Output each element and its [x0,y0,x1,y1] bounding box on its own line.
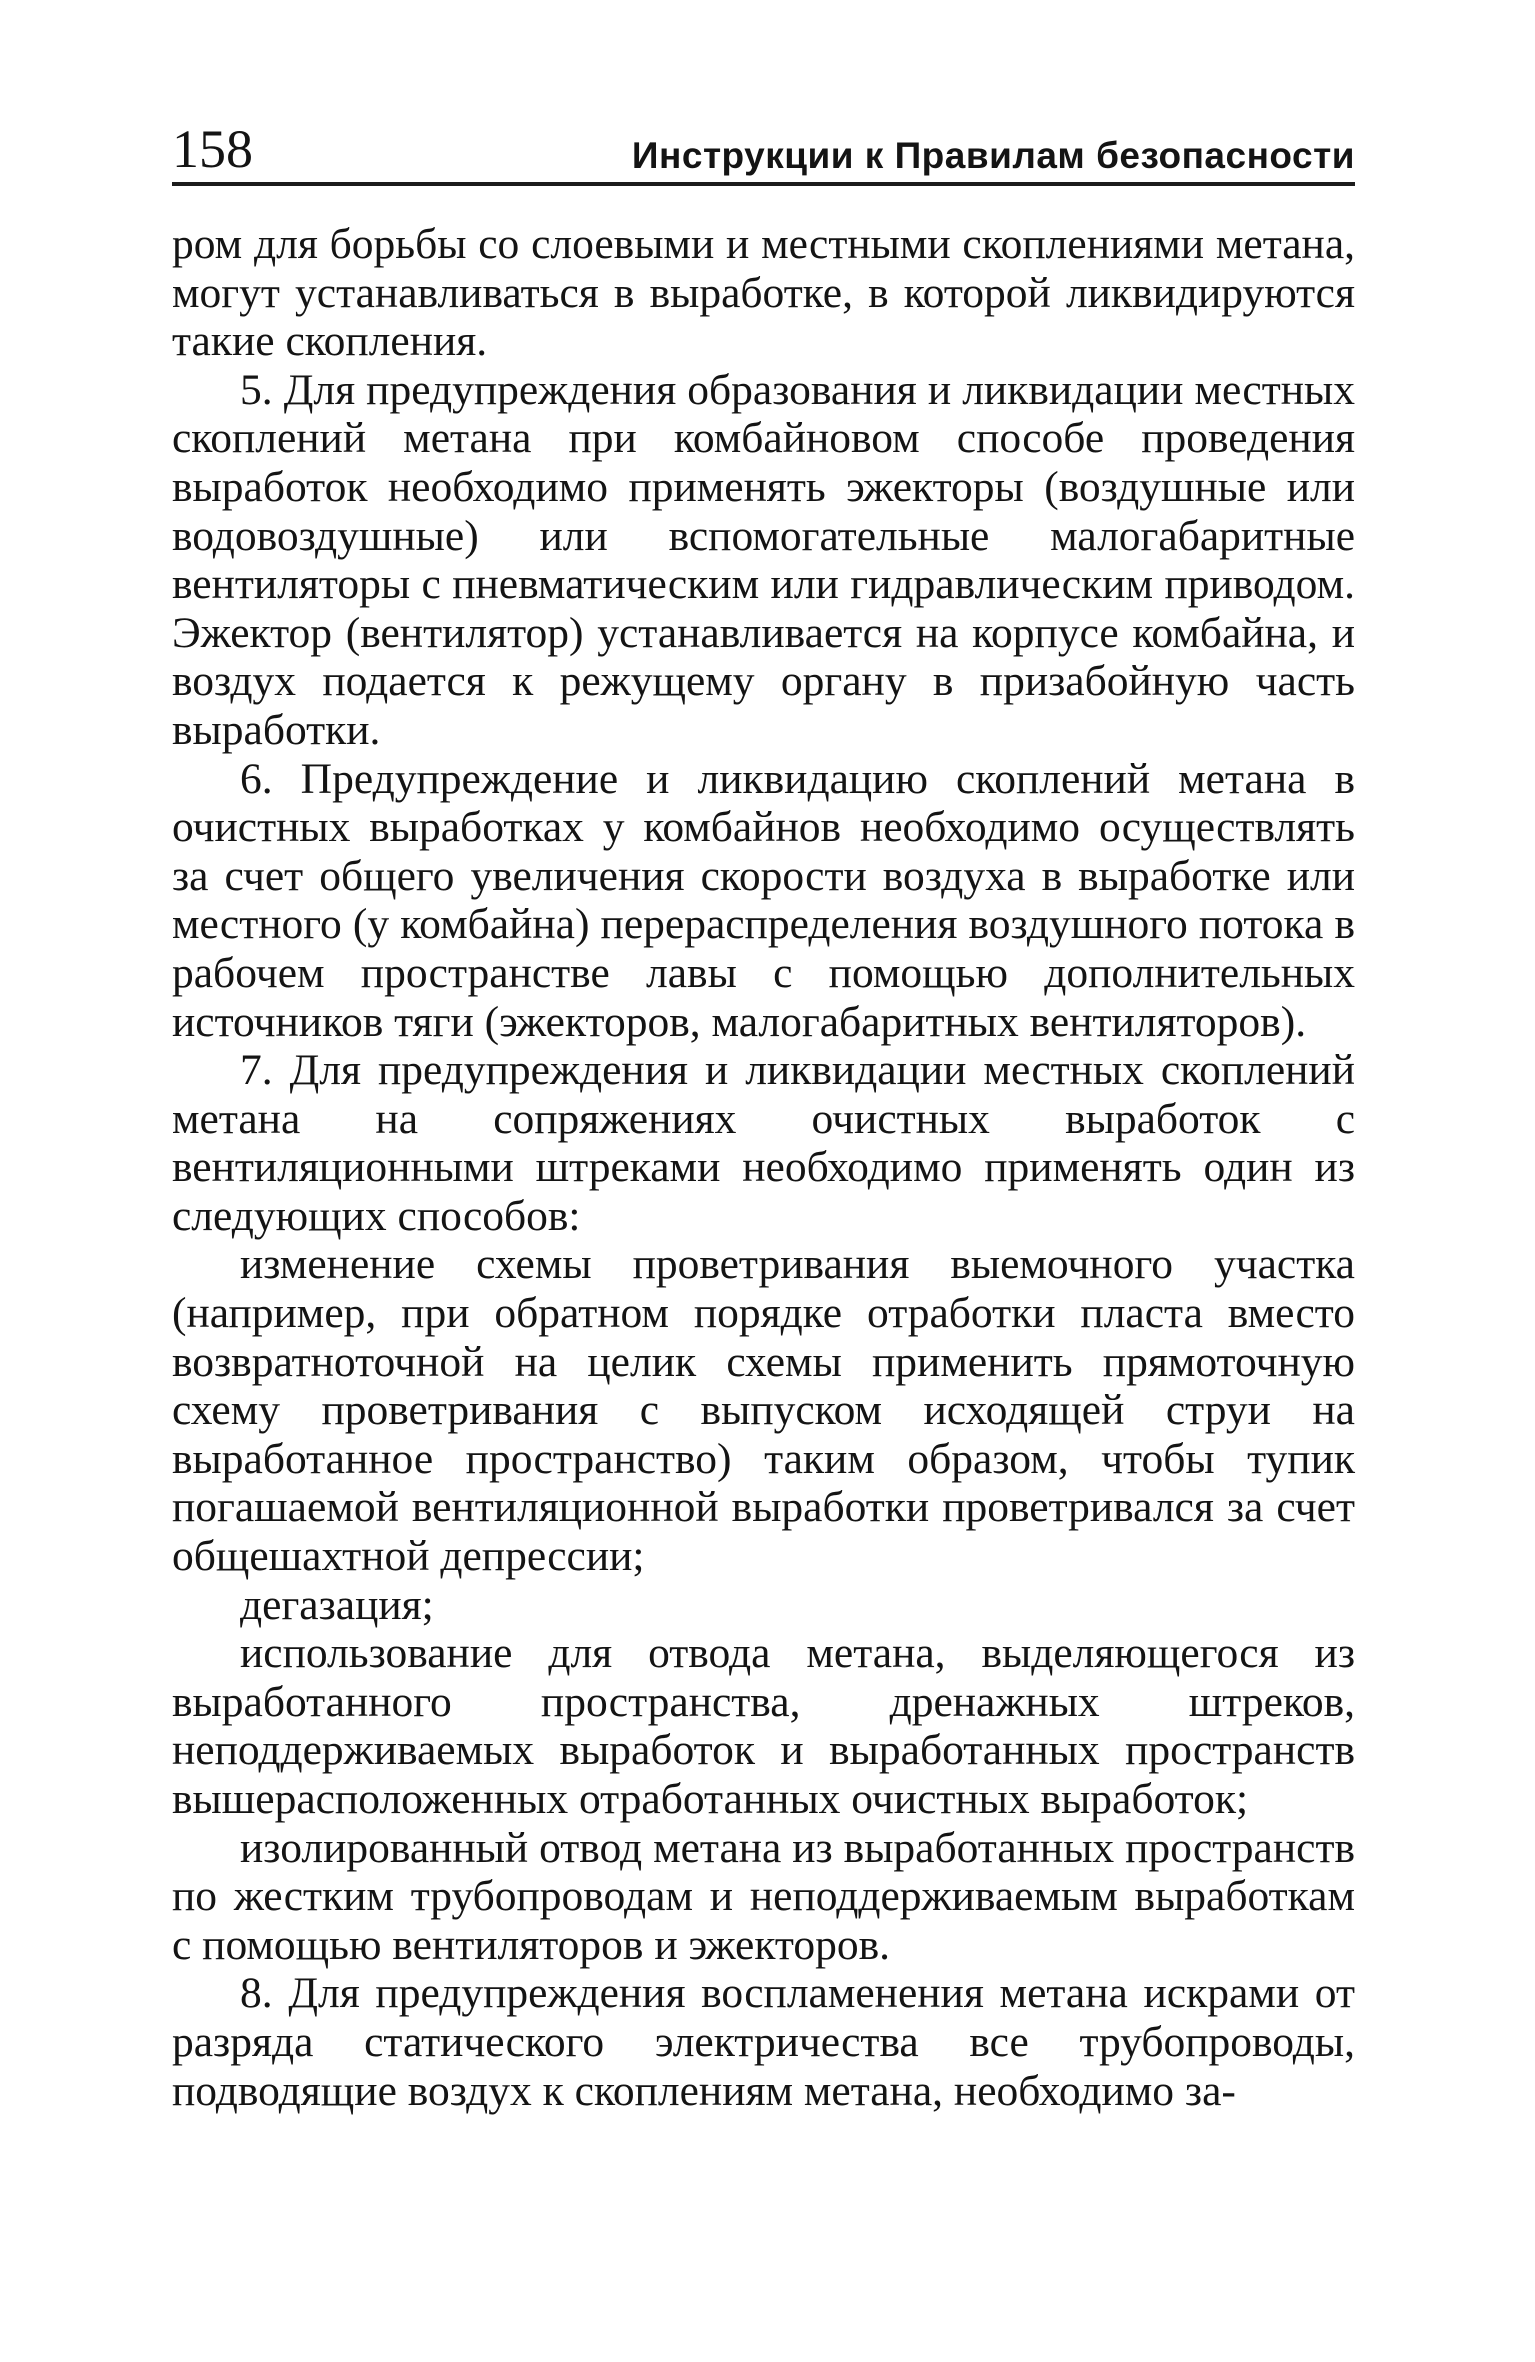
paragraph-method-isolated-removal: изолированный отвод метана из выработанных пространств по жестким трубопроводам и неподдерживаемым выработкам с помощью вентиляторов и эжекторов. [172,1823,1355,1969]
running-title: Инструкции к Правилам безопасности [631,135,1355,176]
paragraph-item-6: 6. Предупреждение и ликвидацию скоплений метана в очистных выработках у комбайнов необходимо осуществлять за счет общего увеличения скорости воздуха в выработке или местного (у комбайна) перераспределения воздушного потока в рабочем пространстве лавы с помощью дополнительных источников тяги (эжекторов, малогабаритных вентиляторов). [172,754,1355,1046]
page-header [172,110,1355,180]
paragraph-item-5: 5. Для предупреждения образования и ликвидации местных скоплений метана при комбайновом способе проведения выработок необходимо применять эжекторы (воздушные или водовоздушные) или вспомогательные малогабаритные вентиляторы с пневматическим или гидравлическим приводом. Эжектор (вентилятор) устанавливается на корпусе комбайна, и воздух подается к режущему органу в призабойную часть выработки. [172,365,1355,754]
paragraph-item-7: 7. Для предупреждения и ликвидации местных скоплений метана на сопряжениях очистных выработок с вентиляционными штреками необходимо применять один из следующих способов: [172,1046,1355,1240]
paragraph-continuation: ром для борьбы со слоевыми и местными скоплениями метана, могут устанавливаться в выработке, в которой ликвидируются такие скопления. [172,220,1355,366]
body-text [172,220,1355,2115]
paragraph-method-drainage: использование для отвода метана, выделяющегося из выработанного пространства, дренажных штреков, неподдерживаемых выработок и выработанных пространств вышерасположенных отработанных очистных выработок; [172,1629,1355,1823]
paragraph-method-degassing: дегазация; [240,1580,434,1629]
header-rule [172,182,1355,186]
paragraph-item-8: 8. Для предупреждения воспламенения метана искрами от разряда статического электричества все трубопроводы, подводящие воздух к скоплениям метана, необходимо за- [172,1969,1355,2115]
page-number: 158 [172,119,253,179]
paragraph-method-scheme-change: изменение схемы проветривания выемочного участка (например, при обратном порядке отработки пласта вместо возвратноточной на целик схемы применить прямоточную схему проветривания с выпуском исходящей струи на выработанное пространство) таким образом, чтобы тупик погашаемой вентиляционной выработки проветривался за счет общешахтной депрессии; [172,1240,1355,1581]
